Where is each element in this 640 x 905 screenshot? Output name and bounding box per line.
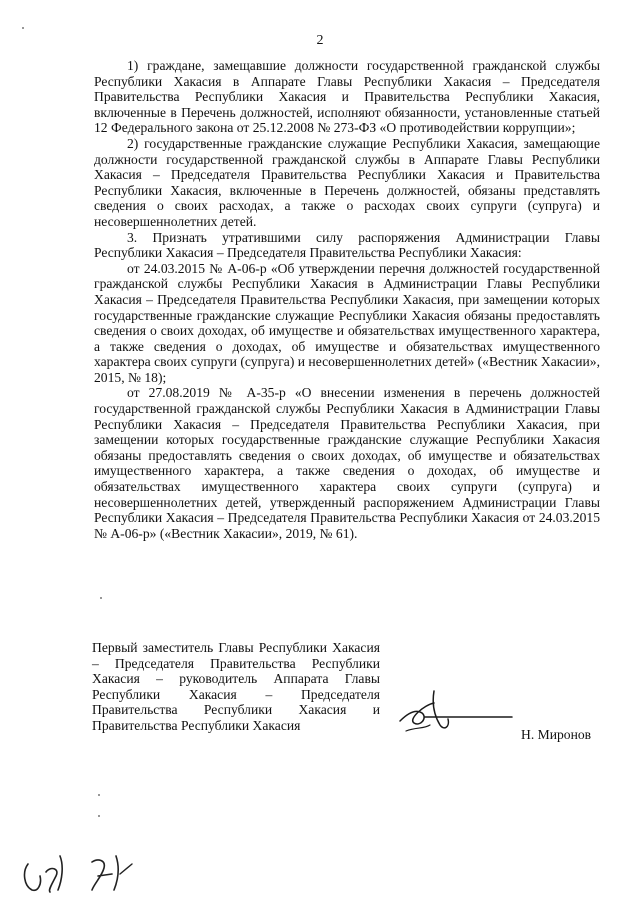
paragraph-section-3: 3. Признать утратившими силу распоряжения Администрации Главы Республики Хакасия – Председателя Правительства Республики Хакасия: [94, 229, 600, 261]
paragraph-repealed-order-2: от 27.08.2019 № А-35-р «О внесении изменения в перечень должностей государственной гражданской службы Республики Хакасия в Администрации Главы Республики Хакасия – Председателя Правительства Республики Хакасия, при замещении которых государственные гражданские служащие Республики Хакасия обязаны предоставлять сведения о своих доходах, об имуществе и обязательствах имущественного характера, а также сведения о доходах, об имуществе и обязательствах имущественного характера своих супруги (супруга) и несовершеннолетних детей, утвержденный распоряжением Администрации Главы Республики Хакасия – Председателя Правительства Республики Хакасия от 24.03.2015 № А-06-р» («Вестник Хакасии», 2019, № 61). [94, 385, 600, 541]
paragraph-repealed-order-1: от 24.03.2015 № А-06-р «Об утверждении перечня должностей государственной гражданской службы Республики Хакасия в Администрации Главы Республики Хакасия – Председателя Правительства Республики Хакасия, при замещении которых государственные гражданские служащие Республики Хакасия обязаны предоставлять сведения о своих доходах, об имуществе и обязательствах имущественного характера, а также сведения о доходах, об имуществе и обязательствах имущественного характера своих супруги (супруга) и несовершеннолетних детей» («Вестник Хакасии», 2015, № 18); [94, 260, 600, 385]
paragraph-item-1: 1) граждане, замещавшие должности государственной гражданской службы Республики Хакасия в Аппарате Главы Республики Хакасия – Председателя Правительства Республики Хакасия и Правительства Республики Хакасия, включенные в Перечень должностей, исполняют обязанности, установленные статьей 12 Федерального закона от 25.12.2008 № 273-ФЗ «О противодействии коррупции»; [94, 58, 600, 136]
document-body [94, 58, 600, 541]
signature-icon [394, 683, 514, 745]
paragraph-item-2: 2) государственные гражданские служащие Республики Хакасия, замещающие должности государственной гражданской службы в Аппарате Главы Республики Хакасия – Председателя Правительства Республики Хакасия и Правительства Республики Хакасия, включенные в Перечень должностей, обязаны представлять сведения о своих расходах, а также о расходах своих супруги (супруга) и несовершеннолетних детей. [94, 135, 600, 229]
scan-speck [98, 794, 100, 796]
signer-name: Н. Миронов [521, 727, 592, 742]
handwritten-mark-icon [20, 846, 148, 896]
signatory-position: Первый заместитель Главы Республики Хакасия – Председателя Правительства Республики Хакасия – руководитель Аппарата Главы Республики Хакасия – Председателя Правительства Республики Хакасия и Правительства Республики Хакасия [92, 640, 380, 733]
scan-speck [98, 815, 100, 817]
scan-speck [22, 27, 24, 29]
scan-speck [100, 597, 102, 599]
page-number: 2 [316, 33, 324, 48]
